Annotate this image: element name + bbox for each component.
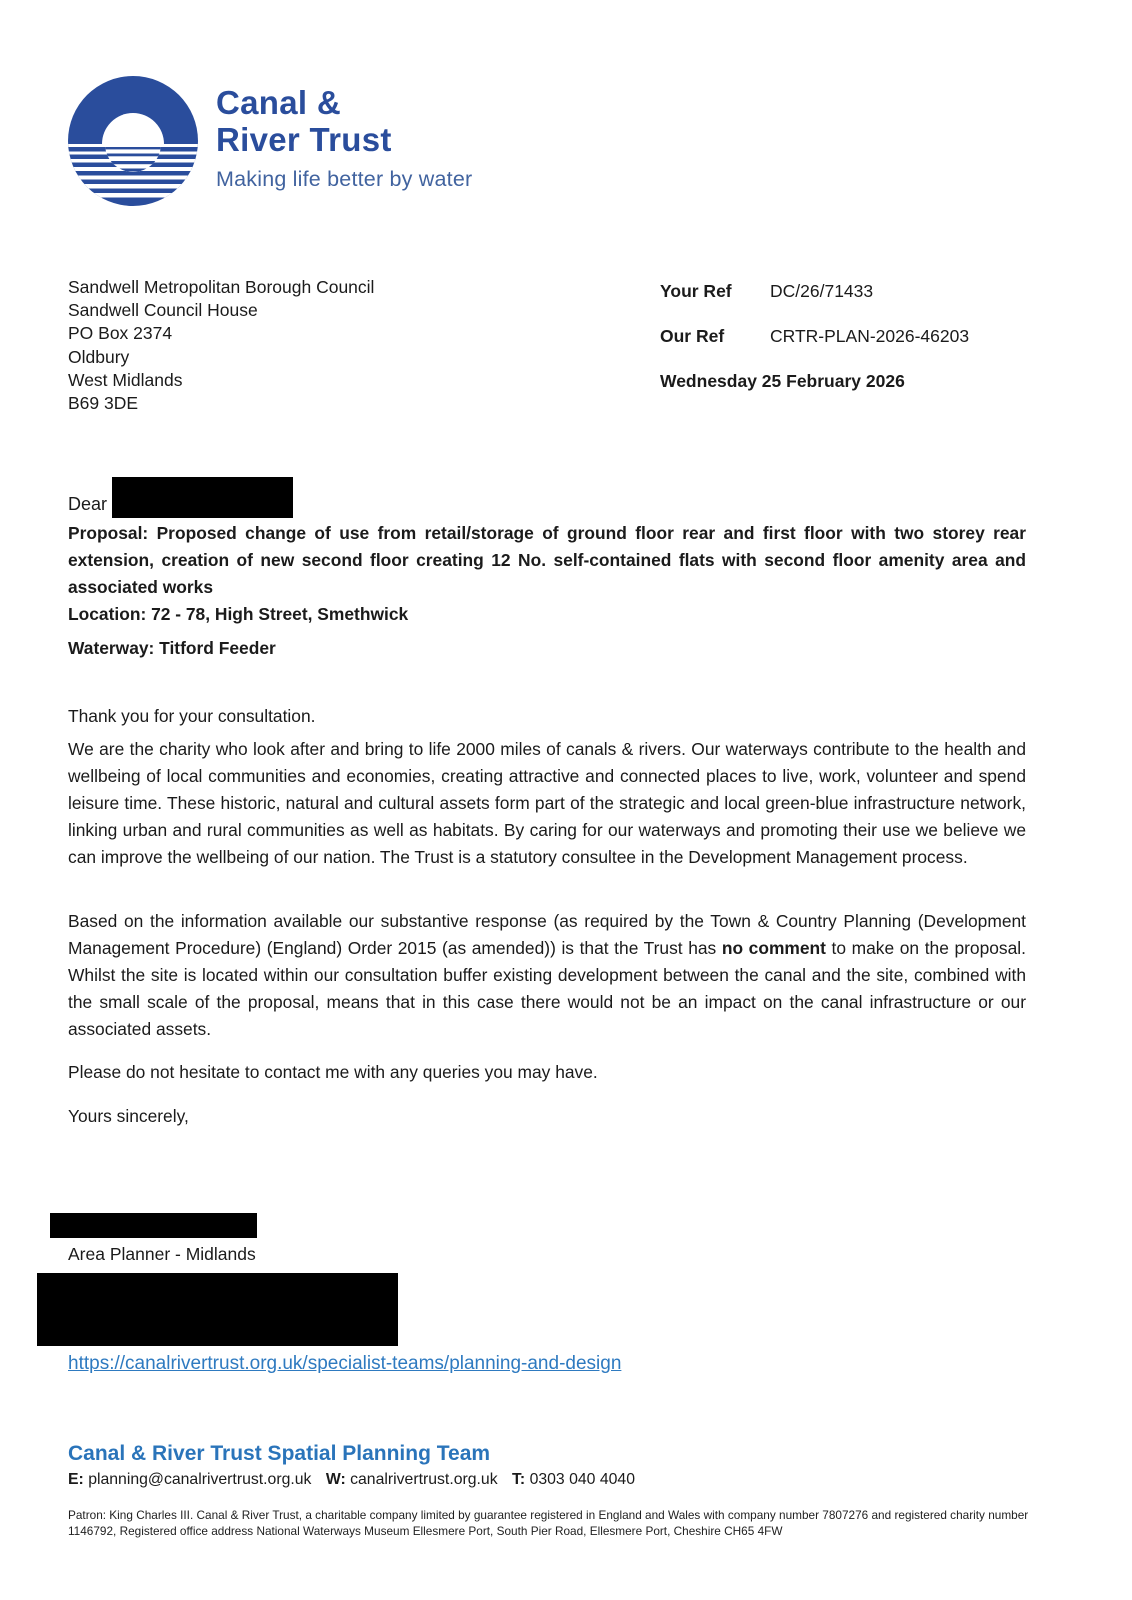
closing-text: Yours sincerely, [68,1106,189,1126]
recipient-line: PO Box 2374 [68,323,173,344]
canal-river-trust-logo-icon [68,76,198,206]
our-ref-value: CRTR-PLAN-2026-46203 [770,326,970,346]
our-ref-row [660,326,969,347]
your-ref-value: DC/26/71433 [770,281,874,301]
planning-and-design-link[interactable]: https://canalrivertrust.org.uk/specialist-teams/planning-and-design [68,1353,622,1374]
logo-title-line2: River Trust [216,121,392,158]
proposal-text: Proposal: Proposed change of use from retail/storage of ground floor rear and first floor with two storey rear extension, creation of new second floor creating 12 No. self-contained flats with second floor amenity area and associated works [68,523,1026,597]
logo [68,76,472,206]
redacted-recipient-name [112,477,293,518]
email-value: planning@canalrivertrust.org.uk [88,1471,312,1488]
logo-title-line1: Canal & [216,84,341,121]
footer-small-print: Patron: King Charles III. Canal & River Trust, a charitable company limited by guarantee registered in England and Wales with company number 7807276 and registered charity number 1146792, Registered office address National Waterways Museum Ellesmere Port, South Pier Road, Ellesmere Port, Cheshire CH65 4FW [68,1508,1029,1538]
recipient-line: Oldbury [68,346,130,367]
waterway-text: Waterway: Titford Feeder [68,638,276,658]
spatial-planning-team-title: Canal & River Trust Spatial Planning Team [68,1442,491,1465]
logo-wordmark [216,84,472,192]
salutation: Dear [68,494,108,514]
web-label: W: [325,1471,346,1488]
tel-value: 0303 040 4040 [529,1471,635,1488]
recipient-address [68,276,374,415]
our-ref-label: Our Ref [660,326,725,346]
recipient-line: B69 3DE [68,393,139,414]
paragraph-response-no-comment: no comment [721,938,826,958]
recipient-line: West Midlands [68,369,183,390]
recipient-line: Sandwell Council House [68,300,258,321]
paragraph-thanks: Thank you for your consultation. [68,706,316,726]
recipient-line: Sandwell Metropolitan Borough Council [68,277,375,297]
letter-date: Wednesday 25 February 2026 [660,371,905,391]
email-label: E: [68,1471,84,1488]
paragraph-response [68,908,1026,1043]
your-ref-row [660,281,969,302]
reference-block [660,281,969,392]
paragraph-response-after: to make on the proposal. Whilst the site is located within our consultation buffer existing development between the canal and the site, combined with the small scale of the proposal, means that in this case there would not be an impact on the canal infrastructure or our associated assets. [68,938,1026,1039]
your-ref-label: Your Ref [660,281,732,301]
signatory-title: Area Planner - Midlands [68,1244,256,1264]
location-text: Location: 72 - 78, High Street, Smethwick [68,604,409,624]
redacted-signature [50,1213,257,1238]
web-value: canalrivertrust.org.uk [350,1471,498,1488]
paragraph-response-before: Based on the information available our substantive response (as required by the Town & Country Planning (Development Management Procedure) (England) Order 2015 (as amended)) is that the Trust has [68,911,1026,958]
logo-tagline: Making life better by water [216,167,473,191]
redacted-contact-block [37,1273,398,1346]
tel-label: T: [512,1471,526,1488]
paragraph-queries: Please do not hesitate to contact me with any queries you may have. [68,1062,598,1082]
paragraph-charity: We are the charity who look after and bring to life 2000 miles of canals & rivers. Our waterways contribute to the health and wellbeing of local communities and economies, creating attractive and connected places to live, work, volunteer and spend leisure time. These historic, natural and cultural assets form part of the strategic and local green-blue infrastructure network, linking urban and rural communities as well as habitats. By caring for our waterways and promoting their use we believe we can improve the wellbeing of our nation. The Trust is a statutory consultee in the Development Management process. [68,739,1026,867]
footer-contact-line [68,1471,645,1489]
